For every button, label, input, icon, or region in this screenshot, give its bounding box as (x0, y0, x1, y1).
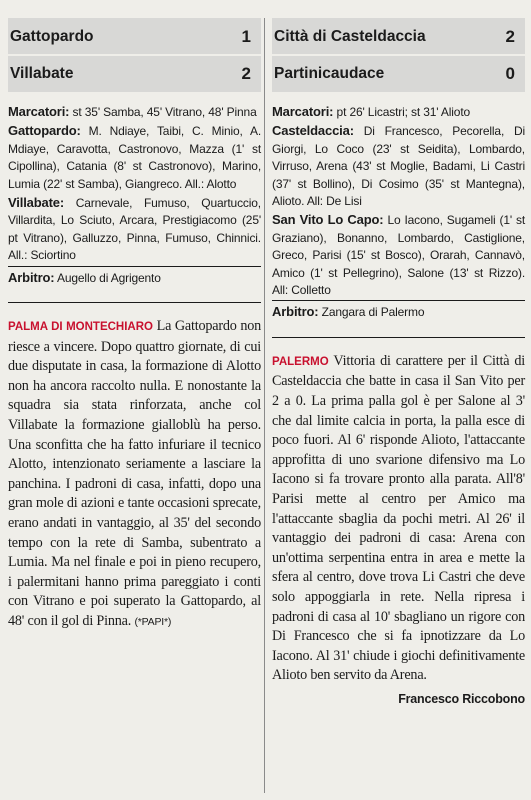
dateline: PALMA DI MONTECHIARO (8, 321, 153, 334)
score-row-home (272, 19, 525, 54)
column-divider (264, 18, 265, 793)
away-lineup-text: Lo Iacono, Sugameli (1' st Graziano), Bonanno, Lombardo, Castiglione, Greco, Parisi (15' st Bosco), Orarah, Cannavò, Amico (1' st Pellegrino), Salone (13' st Rizzo). All: Colletto (272, 213, 526, 298)
home-lineup (272, 122, 525, 210)
match-report-casteldaccia (272, 0, 525, 800)
match-details (8, 103, 261, 287)
referee-label: Arbitro: (272, 304, 319, 320)
team-name: Città di Casteldaccia (274, 27, 426, 45)
home-lineup-text: Di Francesco, Pecorella, Di Giorgi, Lo Coco (23' st Seidita), Lombardo, Virruso, Arena (43' st Moglie, Badami, Li Castri (37' st Bollino), Di Cosimo (35' st Mantegna), Alioto. All: De Lisi (272, 124, 525, 209)
match-report-gattopardo (8, 0, 261, 800)
scorers-text: st 35' Samba, 45' Vitrano, 48' Pinna (72, 105, 257, 119)
home-lineup-label: Casteldaccia: (272, 123, 354, 139)
team-name: Partinicaudace (274, 64, 385, 82)
scorers (272, 103, 525, 121)
referee (8, 266, 261, 287)
byline: Francesco Riccobono (398, 691, 525, 706)
score-row-away (8, 54, 261, 91)
scoreboard (272, 18, 525, 92)
dateline: PALERMO (272, 355, 329, 368)
team-score: 2 (241, 63, 251, 83)
away-lineup (272, 211, 525, 299)
home-lineup-text: M. Ndiaye, Taibi, C. Minio, A. Mdiaye, Caravotta, Castronovo, Mazza (1' st Cipollina), Catania (8' st Castronovo), Marino, Lumia (22' st Samba), Giangreco. All.: Alotto (8, 124, 261, 191)
author-tag: (*PAPI*) (134, 615, 172, 628)
scorers-label: Marcatori: (272, 104, 334, 119)
scorers-text: pt 26' Licastri; st 31' Alioto (336, 105, 471, 119)
home-lineup (8, 122, 261, 193)
scoreboard (8, 18, 261, 92)
referee-text: Augello di Agrigento (57, 270, 161, 285)
match-details (272, 103, 525, 322)
away-lineup-text: Carnevale, Fumuso, Quartuccio, Villardita, Lo Sciuto, Arcara, Prestigiacomo (25' pt Vitrano), Galluzzo, Pinna, Fumuso, Chinnici. All.: Sciortino (8, 196, 261, 263)
team-score: 0 (505, 63, 515, 83)
team-name: Gattopardo (10, 27, 94, 45)
article-text: La Gattopardo non riesce a vincere. Dopo quattro giornate, di cui due disputate in casa, la formazione di Alotto non ha ancora raccolto nulla. E nonostante la squadra sia stata rinforzata, anche col Villabate la formazione gialloblù ha perso. Una sconfitta che ha fatto infuriare il tecnico Alotto, intenzionato seriamente a lasciare la panchina. I padroni di casa, infatti, dopo una gran mole di azioni e tante occasioni sprecate, erano andati in vantaggio, al 35' del secondo tempo con la rete di Samba, subentrato a Lumia. Ma nel finale e poi in pieno recupero, i palermitani hanno prima pareggiato i conti con Vitrano e poi superato la Gattopardo, al 48' con il gol di Pinna. (8, 318, 261, 629)
score-row-home (8, 19, 261, 54)
article-text: Vittoria di carattere per il Città di Casteldaccia che batte in casa il San Vito per 2 a 0. La prima palla gol è per Salone al 3' che dal limite calcia in porta, la palla esce di poco fuori. Al 6' risponde Alioto, l'attaccante approfitta di uno svarione difensivo ma Lo Iacono si fa trovare pronto alla parata. All'8' Parisi mette al centro per Amico ma l'attaccante sbaglia da pochi metri. Al 26' il vantaggio dei padroni di casa: Arena con un'ottima serpentina entra in area e mette la sfera al centro, dove trova Li Castri che deve solo appoggiarla in rete. Nella ripresa i padroni di casa al 10' sbagliano un rigore con Di Francesco che si fa ipnotizzare da Lo Iacono. Al 31' chiude i giochi definitivamente Alioto ben servito da Arena. (272, 352, 525, 684)
home-lineup-label: Gattopardo: (8, 123, 81, 139)
away-lineup-label: San Vito Lo Capo: (272, 212, 384, 228)
referee-text: Zangara di Palermo (321, 305, 425, 320)
article-body (8, 302, 261, 633)
referee (272, 300, 525, 321)
team-score: 1 (241, 26, 251, 46)
referee-label: Arbitro: (8, 269, 55, 285)
away-lineup (8, 194, 261, 265)
score-row-away (272, 54, 525, 91)
away-lineup-label: Villabate: (8, 195, 65, 211)
team-score: 2 (505, 26, 515, 46)
article-body (272, 337, 525, 710)
team-name: Villabate (10, 64, 74, 82)
scorers-label: Marcatori: (8, 104, 70, 119)
scorers (8, 103, 261, 121)
